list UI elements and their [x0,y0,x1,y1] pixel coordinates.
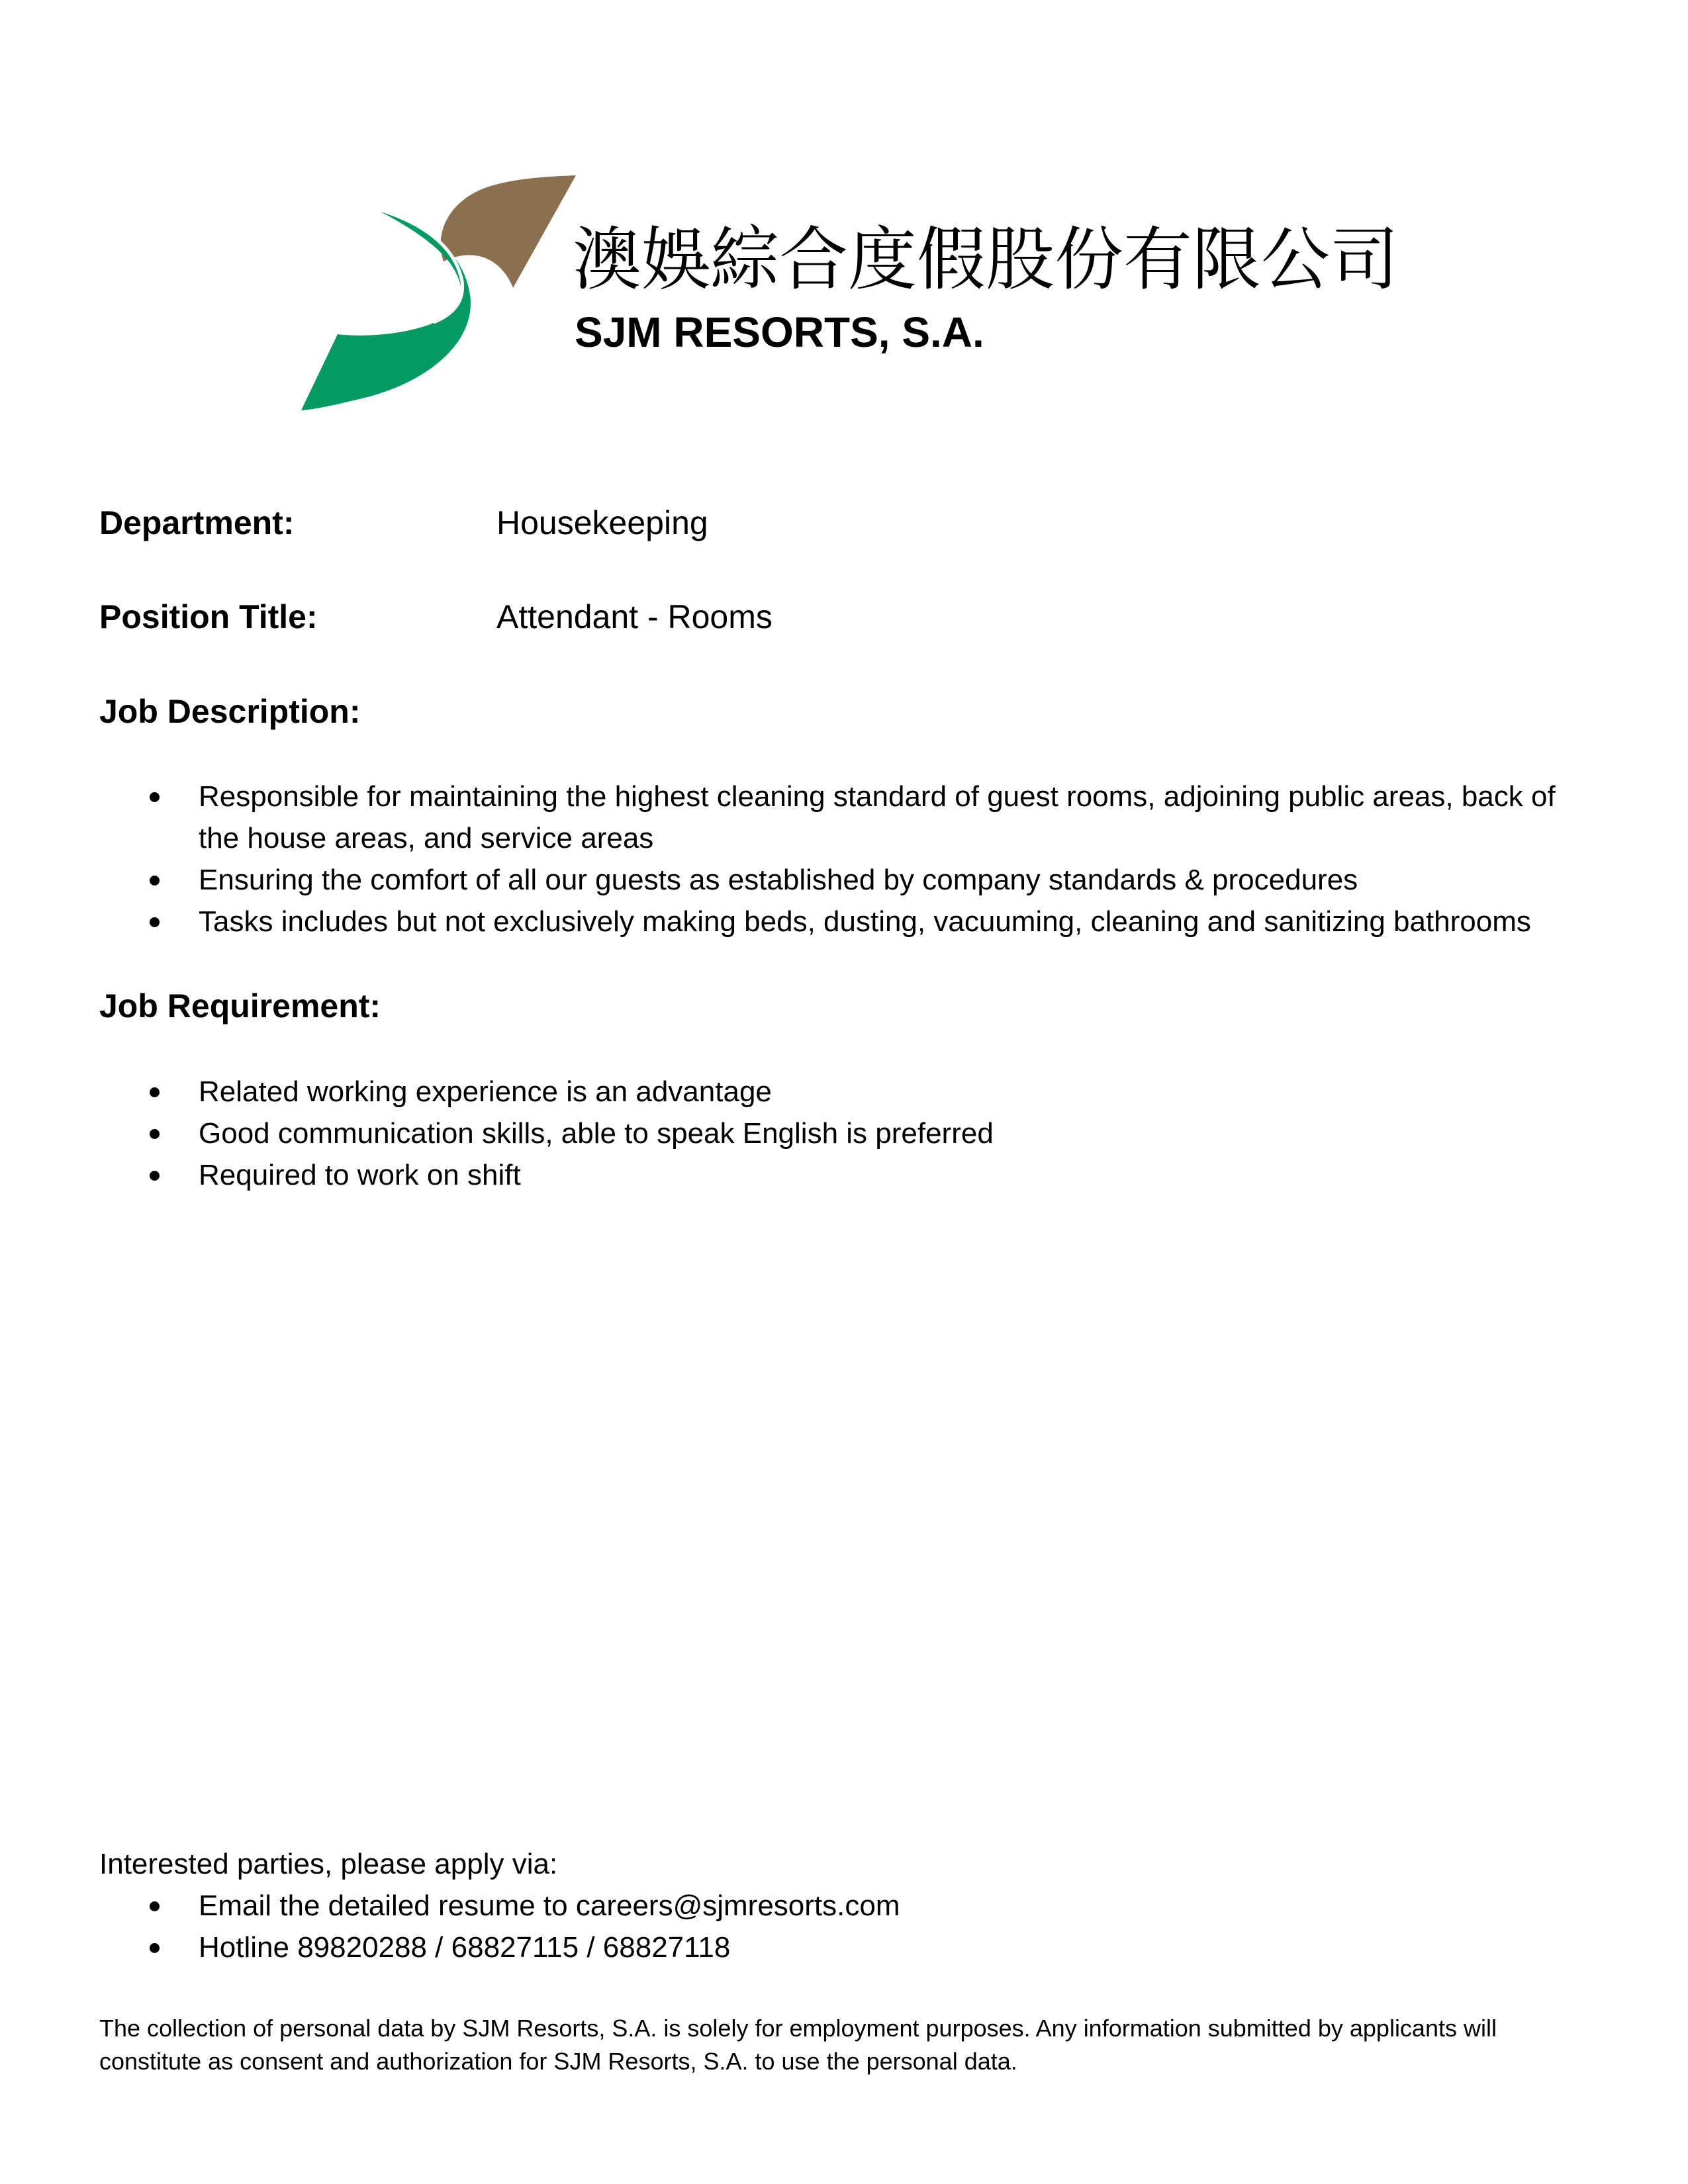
position-label: Position Title: [99,598,318,635]
company-logo [291,169,1417,433]
list-item: Required to work on shift [99,1154,1595,1196]
sjm-logo-mark-icon [291,169,583,427]
company-name-chinese: 澳娛綜合度假股份有限公司 [573,219,1399,300]
list-item: Ensuring the comfort of all our guests as established by company standards & procedures [99,859,1595,901]
job-requirement-heading: Job Requirement: [99,987,381,1024]
department-label: Department: [99,504,295,541]
list-item: Responsible for maintaining the highest cleaning standard of guest rooms, adjoining public areas, back of the house areas, and service areas [99,776,1595,859]
company-name-english: SJM RESORTS, S.A. [575,308,984,356]
job-description-list [99,776,1595,942]
apply-intro: Interested parties, please apply via: [99,1848,558,1880]
apply-list [99,1885,1595,1968]
list-item: Related working experience is an advantage [99,1071,1595,1113]
department-row [99,500,1589,546]
position-value: Attendant - Rooms [496,598,773,635]
job-description-heading: Job Description: [99,693,361,730]
privacy-disclaimer: The collection of personal data by SJM Resorts, S.A. is solely for employment purposes. Any information submitted by applicants will constitute as consent and authorization for SJM Resorts, S.A. to use the personal data. [99,2015,1497,2075]
list-item: Hotline 89820288 / 68827115 / 68827118 [99,1927,1595,1968]
list-item: Good communication skills, able to speak English is preferred [99,1113,1595,1154]
position-row [99,594,1589,640]
list-item: Email the detailed resume to careers@sjmresorts.com [99,1885,1595,1927]
list-item: Tasks includes but not exclusively making beds, dusting, vacuuming, cleaning and sanitizing bathrooms [99,901,1595,942]
department-value: Housekeeping [496,504,708,541]
job-requirement-list [99,1071,1595,1196]
